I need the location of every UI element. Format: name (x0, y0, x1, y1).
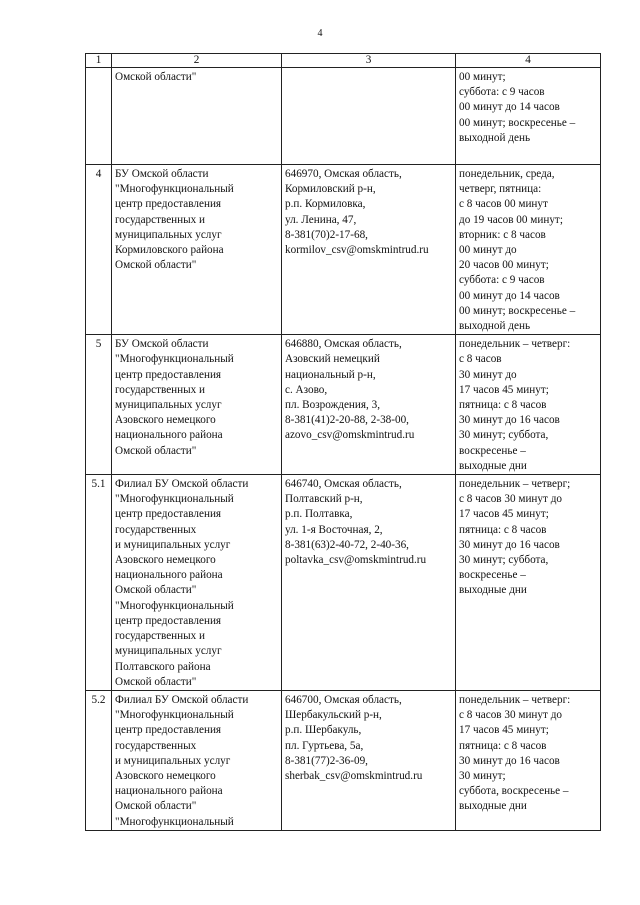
work-schedule: понедельник – четверг: с 8 часов 30 минут до 17 часов 45 минут; пятница: с 8 часов 30 минут до 16 часов 30 минут; суббота, воскресенье – выходные дни (456, 335, 601, 475)
page-number: 4 (317, 28, 323, 39)
row-number: 5.1 (86, 475, 112, 691)
row-number (86, 68, 112, 165)
table-row (86, 165, 601, 335)
work-schedule: понедельник – четверг: с 8 часов 30 минут до 17 часов 45 минут; пятница: с 8 часов 30 минут до 16 часов 30 минут; суббота, воскресенье – выходные дни (456, 690, 601, 830)
center-name: Филиал БУ Омской области "Многофункциональный центр предоставления государственных и муниципальных услуг Азовского немецкого национального района Омской области" "Многофункциональный (112, 690, 282, 830)
center-address: 646880, Омская область, Азовский немецкий национальный р-н, с. Азово, пл. Возрождения, 3, 8-381(41)2-20-88, 2-38-00, azovo_csv@omskmintrud.ru (282, 335, 456, 475)
center-address: 646700, Омская область, Шербакульский р-н, р.п. Шербакуль, пл. Гуртьева, 5а, 8-381(77)2-36-09, sherbak_csv@omskmintrud.ru (282, 690, 456, 830)
center-address: 646970, Омская область, Кормиловский р-н, р.п. Кормиловка, ул. Ленина, 47, 8-381(70)2-17-68, kormilov_csv@omskmintrud.ru (282, 165, 456, 335)
column-header-3: 3 (282, 54, 456, 68)
work-schedule: 00 минут; суббота: с 9 часов 00 минут до 14 часов 00 минут; воскресенье – выходной день (456, 68, 601, 165)
row-number: 4 (86, 165, 112, 335)
work-schedule: понедельник, среда, четверг, пятница: с 8 часов 00 минут до 19 часов 00 минут; вторник: с 8 часов 00 минут до 20 часов 00 минут; суббота: с 9 часов 00 минут до 14 часов 00 минут; воскресенье – выходной день (456, 165, 601, 335)
column-header-4: 4 (456, 54, 601, 68)
center-address: 646740, Омская область, Полтавский р-н, р.п. Полтавка, ул. 1-я Восточная, 2, 8-381(63)2-40-72, 2-40-36, poltavka_csv@omskmintrud.ru (282, 475, 456, 691)
table-row (86, 335, 601, 475)
center-name: Омской области" (112, 68, 282, 165)
center-name: БУ Омской области "Многофункциональный центр предоставления государственных и муниципальных услуг Азовского немецкого национального района Омской области" (112, 335, 282, 475)
table-row (86, 68, 601, 165)
table-row (86, 475, 601, 691)
table-header-row (86, 54, 601, 68)
center-name: Филиал БУ Омской области "Многофункциональный центр предоставления государственных и муниципальных услуг Азовского немецкого национального района Омской области" "Многофункциональный центр предоставления государственных и муниципальных услуг Полтавского района Омской области" (112, 475, 282, 691)
row-number: 5.2 (86, 690, 112, 830)
table-row (86, 690, 601, 830)
center-name: БУ Омской области "Многофункциональный центр предоставления государственных и муниципальных услуг Кормиловского района Омской области" (112, 165, 282, 335)
mfc-schedule-table (85, 53, 601, 831)
row-number: 5 (86, 335, 112, 475)
center-address (282, 68, 456, 165)
column-header-1: 1 (86, 54, 112, 68)
column-header-2: 2 (112, 54, 282, 68)
work-schedule: понедельник – четверг; с 8 часов 30 минут до 17 часов 45 минут; пятница: с 8 часов 30 минут до 16 часов 30 минут; суббота, воскресенье – выходные дни (456, 475, 601, 691)
